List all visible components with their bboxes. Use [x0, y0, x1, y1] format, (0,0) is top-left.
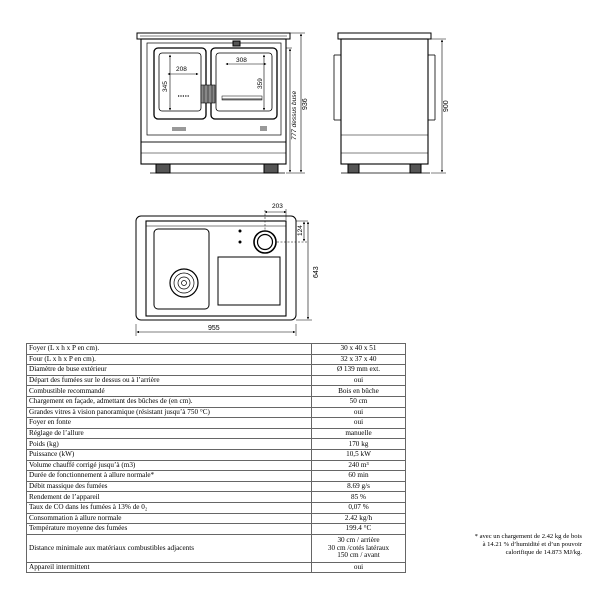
spec-row [27, 386, 406, 397]
dim-depth: 643 [313, 266, 320, 278]
spec-label: Foyer en fonte [27, 418, 312, 429]
dim-oven-width: 308 [236, 57, 247, 64]
spec-row [27, 365, 406, 376]
spec-row-distance [27, 534, 406, 562]
spec-row [27, 428, 406, 439]
side-body [341, 39, 428, 164]
spec-value: 240 m³ [312, 460, 406, 471]
side-view [334, 33, 446, 173]
oven-top-panel [218, 257, 280, 305]
spec-value: 8.69 g/s [312, 481, 406, 492]
spec-row [27, 562, 406, 573]
spec-row [27, 481, 406, 492]
spec-row [27, 439, 406, 450]
spec-label: Consommation à allure normale [27, 513, 312, 524]
front-logo-right [260, 126, 267, 131]
spec-row [27, 513, 406, 524]
side-top-plate [338, 33, 431, 39]
spec-value: 60 min [312, 471, 406, 482]
spec-row [27, 492, 406, 503]
dim-side-height: 900 [443, 100, 450, 112]
distance-front: 150 cm / avant [337, 550, 380, 559]
distance-sides: 30 cm /cotés latéraux [327, 543, 390, 552]
top-rail [136, 216, 296, 320]
dim-oven-height: 359 [257, 78, 264, 89]
spec-value: oui [312, 375, 406, 386]
spec-value: 32 x 37 x 40 [312, 354, 406, 365]
spec-value: 50 cm [312, 396, 406, 407]
dim-width: 955 [208, 325, 220, 332]
spec-row [27, 471, 406, 482]
dim-flue-height: 777 dessus buse [291, 90, 298, 140]
top-view [136, 209, 312, 336]
spec-label: Départ des fumées sur le dessus ou à l’arrière [27, 375, 312, 386]
spec-label: Durée de fonctionnement à allure normale* [27, 471, 312, 482]
spec-row [27, 344, 406, 355]
spec-row [27, 418, 406, 429]
spec-value: manuelle [312, 428, 406, 439]
spec-row [27, 407, 406, 418]
spec-row [27, 354, 406, 365]
top-plate [146, 221, 286, 316]
dim-flue-offset-y: 124 [297, 225, 304, 236]
spec-label: Débit massique des fumées [27, 481, 312, 492]
spec-label: Volume chauffé corrigé jusqu’à (m3) [27, 460, 312, 471]
footnote: * avec un chargement de 2.42 kg de bois à 14.21 % d’humidité et d’un pouvoir calorifique de 14.873 MJ/kg. [474, 533, 582, 557]
spec-row [27, 396, 406, 407]
dim-flue-offset-x: 203 [272, 203, 283, 210]
front-logo-left [172, 127, 186, 131]
spec-row [27, 524, 406, 535]
spec-value: oui [312, 407, 406, 418]
spec-label: Combustible recommandé [27, 386, 312, 397]
spec-row [27, 460, 406, 471]
front-view [137, 33, 305, 173]
spec-row [27, 375, 406, 386]
spec-value: 2.42 kg/h [312, 513, 406, 524]
spec-label: Chargement en façade, admettant des bûches de (en cm). [27, 396, 312, 407]
front-foot-left [156, 164, 170, 173]
spec-row [27, 502, 406, 513]
spec-label: Réglage de l’allure [27, 428, 312, 439]
spec-value: 10,5 kW [312, 449, 406, 460]
specification-table [26, 343, 406, 573]
spec-value: 30 x 40 x 51 [312, 344, 406, 355]
spec-value [312, 534, 406, 562]
spec-value: Ø 139 mm ext. [312, 365, 406, 376]
spec-label: Grandes vitres à vision panoramique (résistant jusqu’à 750 °C) [27, 407, 312, 418]
dim-total-height: 936 [302, 98, 309, 110]
spec-row [27, 449, 406, 460]
spec-label: Distance minimale aux matériaux combustibles adjacents [27, 534, 312, 562]
spec-value: oui [312, 418, 406, 429]
spec-label: Foyer (L x h x P en cm). [27, 344, 312, 355]
dim-door-width: 208 [176, 66, 187, 73]
spec-value: oui [312, 562, 406, 573]
side-foot-right [410, 164, 421, 173]
spec-label: Poids (kg) [27, 439, 312, 450]
spec-label: Appareil intermittent [27, 562, 312, 573]
front-foot-right [264, 164, 278, 173]
spec-label: Température moyenne des fumées [27, 524, 312, 535]
spec-value: 0,07 % [312, 502, 406, 513]
spec-value: 170 kg [312, 439, 406, 450]
side-foot-left [348, 164, 359, 173]
spec-label: Diamètre de buse extérieur [27, 365, 312, 376]
spec-label: Rendement de l’appareil [27, 492, 312, 503]
spec-value: Bois en bûche [312, 386, 406, 397]
spec-value: 199.4 °C [312, 524, 406, 535]
spec-value: 85 % [312, 492, 406, 503]
spec-label: Puissance (kW) [27, 449, 312, 460]
dim-door-height: 345 [162, 81, 169, 92]
distance-rear: 30 cm / arrière [337, 536, 380, 545]
spec-label: Taux de CO dans les fumées à 13% de 0₂ [27, 502, 312, 513]
spec-label: Four (L x h x P en cm). [27, 354, 312, 365]
